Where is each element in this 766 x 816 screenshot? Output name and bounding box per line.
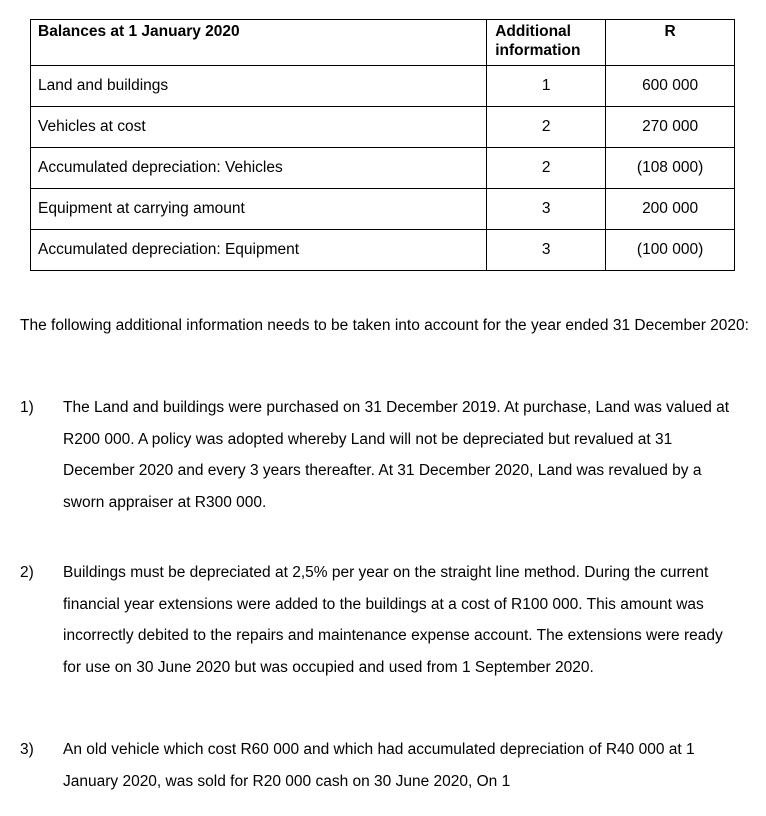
row-amount: 600 000 <box>606 66 735 107</box>
row-info: 1 <box>487 66 606 107</box>
row-description: Land and buildings <box>31 66 487 107</box>
item-text: The Land and buildings were purchased on 31 December 2019. At purchase, Land was valued at R200 000. A policy was adopted whereby Land will not be depreciated but revalued at 31 December 2020 and every 3 years thereafter. At 31 December 2020, Land was revalued by a sworn appraiser at R300 000. <box>63 399 730 511</box>
row-info: 2 <box>487 148 606 189</box>
row-info: 2 <box>487 107 606 148</box>
table-row <box>31 66 735 107</box>
row-description: Vehicles at cost <box>31 107 487 148</box>
item-text: Buildings must be depreciated at 2,5% per year on the straight line method. During the current financial year extensions were added to the buildings at a cost of R100 000. This amount was incorrectly debited to the repairs and maintenance expense account. The extensions were ready for use on 30 June 2020 but was occupied and used from 1 September 2020. <box>63 564 723 676</box>
header-amount: R <box>606 20 735 66</box>
list-item <box>20 734 740 797</box>
item-number: 3) <box>20 741 34 758</box>
list-item <box>20 557 740 683</box>
table-header-row <box>31 20 735 66</box>
item-number: 1) <box>20 399 34 416</box>
row-description: Accumulated depreciation: Vehicles <box>31 148 487 189</box>
row-info: 3 <box>487 189 606 230</box>
balances-table <box>30 19 735 271</box>
row-description: Equipment at carrying amount <box>31 189 487 230</box>
header-additional-information: Additional information <box>487 20 606 66</box>
header-description: Balances at 1 January 2020 <box>31 20 487 66</box>
table-row <box>31 107 735 148</box>
row-amount: (108 000) <box>606 148 735 189</box>
table-row <box>31 148 735 189</box>
row-info: 3 <box>487 230 606 271</box>
table-row <box>31 230 735 271</box>
list-item <box>20 392 740 518</box>
row-amount: 200 000 <box>606 189 735 230</box>
item-number: 2) <box>20 564 34 581</box>
intro-paragraph: The following additional information needs to be taken into account for the year ended 31 December 2020: <box>20 317 749 334</box>
item-text: An old vehicle which cost R60 000 and which had accumulated depreciation of R40 000 at 1 January 2020, was sold for R20 000 cash on 30 June 2020, On 1 <box>63 741 695 790</box>
row-amount: 270 000 <box>606 107 735 148</box>
table-row <box>31 189 735 230</box>
row-amount: (100 000) <box>606 230 735 271</box>
row-description: Accumulated depreciation: Equipment <box>31 230 487 271</box>
